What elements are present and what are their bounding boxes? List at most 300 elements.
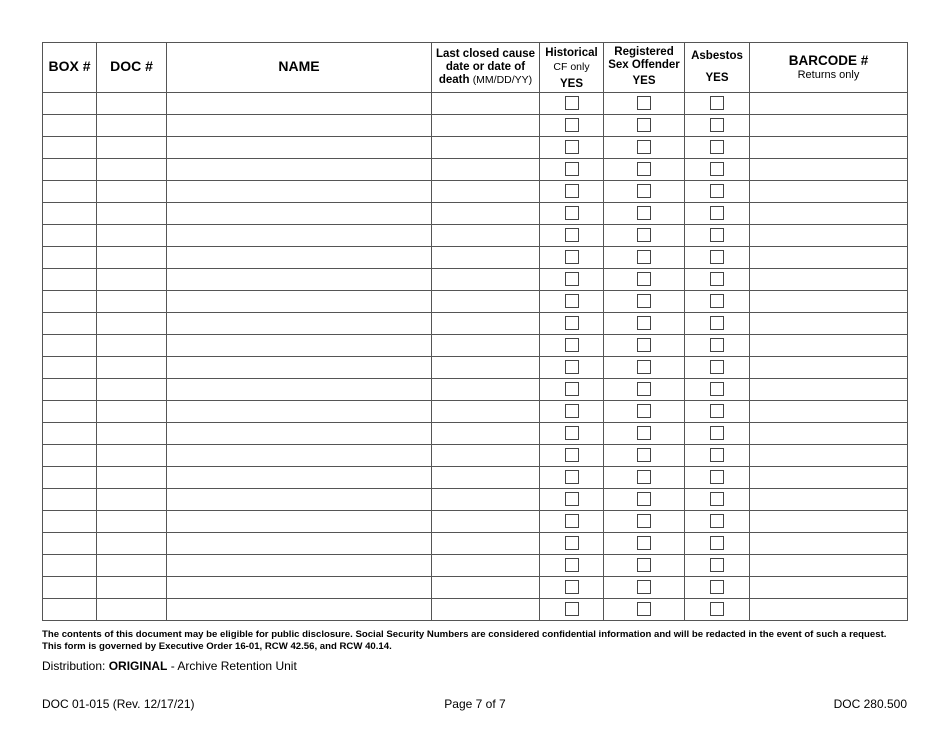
historical-yes-cell [540,488,604,510]
sex-offender-yes-cell [604,180,685,202]
sex-offender-yes-cell [604,224,685,246]
box-cell[interactable] [43,510,97,532]
historical-yes-checkbox[interactable] [565,162,579,176]
sex-offender-yes-cell [604,114,685,136]
table-row [43,136,908,158]
name-cell[interactable] [167,202,432,224]
name-cell[interactable] [167,158,432,180]
name-cell[interactable] [167,466,432,488]
asbestos-yes-checkbox[interactable] [710,426,724,440]
sex-offender-yes-cell [604,290,685,312]
date-cell[interactable] [432,136,540,158]
asbestos-yes-checkbox[interactable] [710,448,724,462]
asbestos-yes-checkbox[interactable] [710,294,724,308]
table-row [43,554,908,576]
historical-yes-cell [540,290,604,312]
asbestos-yes-cell [685,92,750,114]
historical-yes-checkbox[interactable] [565,492,579,506]
historical-yes-checkbox[interactable] [565,602,579,616]
historical-yes-checkbox[interactable] [565,404,579,418]
sex-offender-yes-cell [604,312,685,334]
name-cell[interactable] [167,510,432,532]
sex-offender-yes-checkbox[interactable] [637,118,651,132]
asbestos-yes-checkbox[interactable] [710,184,724,198]
doc-cell[interactable] [97,444,167,466]
historical-yes-checkbox[interactable] [565,382,579,396]
asbestos-yes-checkbox[interactable] [710,250,724,264]
sex-offender-yes-checkbox[interactable] [637,580,651,594]
asbestos-yes-checkbox[interactable] [710,558,724,572]
historical-yes-cell [540,422,604,444]
table-row [43,158,908,180]
barcode-cell[interactable] [750,444,908,466]
sex-offender-yes-cell [604,576,685,598]
name-cell[interactable] [167,576,432,598]
date-cell[interactable] [432,576,540,598]
name-cell[interactable] [167,598,432,620]
sex-offender-yes-checkbox[interactable] [637,426,651,440]
historical-yes-checkbox[interactable] [565,228,579,242]
historical-yes-checkbox[interactable] [565,184,579,198]
asbestos-yes-checkbox[interactable] [710,536,724,550]
date-cell[interactable] [432,598,540,620]
asbestos-yes-cell [685,180,750,202]
asbestos-yes-checkbox[interactable] [710,96,724,110]
name-cell[interactable] [167,356,432,378]
date-cell[interactable] [432,400,540,422]
sex-offender-yes-checkbox[interactable] [637,206,651,220]
sex-offender-yes-checkbox[interactable] [637,140,651,154]
name-cell[interactable] [167,180,432,202]
name-cell[interactable] [167,246,432,268]
historical-yes-checkbox[interactable] [565,206,579,220]
sex-offender-yes-checkbox[interactable] [637,294,651,308]
historical-yes-cell [540,180,604,202]
asbestos-yes-cell [685,290,750,312]
doc-cell[interactable] [97,268,167,290]
table-row [43,92,908,114]
sex-offender-yes-checkbox[interactable] [637,404,651,418]
sex-offender-yes-cell [604,466,685,488]
sex-offender-yes-cell [604,268,685,290]
table-row [43,334,908,356]
barcode-cell[interactable] [750,400,908,422]
historical-yes-cell [540,444,604,466]
table-row [43,290,908,312]
doc-cell[interactable] [97,246,167,268]
header-date: Last closed cause date or date of death (MM/DD/YY) [432,43,540,93]
box-cell[interactable] [43,114,97,136]
date-cell[interactable] [432,510,540,532]
sex-offender-yes-cell [604,444,685,466]
distribution-line: Distribution: ORIGINAL - Archive Retention Unit [42,659,297,673]
box-cell[interactable] [43,576,97,598]
doc-cell[interactable] [97,554,167,576]
table-row [43,202,908,224]
date-cell[interactable] [432,356,540,378]
asbestos-yes-checkbox[interactable] [710,580,724,594]
asbestos-yes-checkbox[interactable] [710,272,724,286]
asbestos-yes-checkbox[interactable] [710,228,724,242]
doc-cell[interactable] [97,92,167,114]
barcode-cell[interactable] [750,114,908,136]
asbestos-yes-cell [685,444,750,466]
historical-yes-cell [540,312,604,334]
historical-yes-checkbox[interactable] [565,316,579,330]
box-cell[interactable] [43,180,97,202]
doc-cell[interactable] [97,114,167,136]
historical-yes-cell [540,136,604,158]
sex-offender-yes-checkbox[interactable] [637,338,651,352]
barcode-cell[interactable] [750,158,908,180]
table-row [43,598,908,620]
box-cell[interactable] [43,378,97,400]
asbestos-yes-checkbox[interactable] [710,492,724,506]
asbestos-yes-cell [685,488,750,510]
sex-offender-yes-cell [604,334,685,356]
barcode-cell[interactable] [750,92,908,114]
name-cell[interactable] [167,136,432,158]
historical-yes-checkbox[interactable] [565,96,579,110]
date-cell[interactable] [432,224,540,246]
historical-yes-checkbox[interactable] [565,294,579,308]
box-cell[interactable] [43,444,97,466]
historical-yes-checkbox[interactable] [565,580,579,594]
asbestos-yes-checkbox[interactable] [710,404,724,418]
barcode-cell[interactable] [750,576,908,598]
table-row [43,576,908,598]
table-row [43,246,908,268]
asbestos-yes-cell [685,554,750,576]
sex-offender-yes-cell [604,488,685,510]
box-cell[interactable] [43,466,97,488]
barcode-cell[interactable] [750,202,908,224]
historical-yes-cell [540,246,604,268]
historical-yes-cell [540,202,604,224]
asbestos-yes-checkbox[interactable] [710,360,724,374]
box-cell[interactable] [43,290,97,312]
doc-cell[interactable] [97,158,167,180]
name-cell[interactable] [167,290,432,312]
historical-yes-checkbox[interactable] [565,426,579,440]
asbestos-yes-cell [685,202,750,224]
barcode-cell[interactable] [750,290,908,312]
name-cell[interactable] [167,334,432,356]
sex-offender-yes-checkbox[interactable] [637,360,651,374]
historical-yes-cell [540,466,604,488]
historical-yes-checkbox[interactable] [565,470,579,484]
name-cell[interactable] [167,554,432,576]
date-cell[interactable] [432,466,540,488]
doc-cell[interactable] [97,422,167,444]
table-row [43,224,908,246]
asbestos-yes-cell [685,576,750,598]
name-cell[interactable] [167,422,432,444]
barcode-cell[interactable] [750,180,908,202]
historical-yes-checkbox[interactable] [565,250,579,264]
doc-cell[interactable] [97,180,167,202]
sex-offender-yes-cell [604,400,685,422]
name-cell[interactable] [167,532,432,554]
historical-yes-cell [540,268,604,290]
historical-yes-cell [540,378,604,400]
sex-offender-yes-cell [604,158,685,180]
sex-offender-yes-cell [604,92,685,114]
barcode-cell[interactable] [750,268,908,290]
sex-offender-yes-cell [604,532,685,554]
barcode-cell[interactable] [750,378,908,400]
date-cell[interactable] [432,334,540,356]
header-box: BOX # [43,43,97,93]
box-cell[interactable] [43,554,97,576]
historical-yes-checkbox[interactable] [565,338,579,352]
asbestos-yes-cell [685,158,750,180]
header-historical: Historical CF only YES [540,43,604,93]
table-row [43,312,908,334]
doc-cell[interactable] [97,510,167,532]
header-doc: DOC # [97,43,167,93]
sex-offender-yes-checkbox[interactable] [637,184,651,198]
doc-cell[interactable] [97,290,167,312]
barcode-cell[interactable] [750,312,908,334]
date-cell[interactable] [432,92,540,114]
date-cell[interactable] [432,158,540,180]
asbestos-yes-cell [685,268,750,290]
table-row [43,488,908,510]
historical-yes-checkbox[interactable] [565,448,579,462]
date-cell[interactable] [432,488,540,510]
table-row [43,510,908,532]
box-cell[interactable] [43,532,97,554]
box-cell[interactable] [43,268,97,290]
name-cell[interactable] [167,312,432,334]
barcode-cell[interactable] [750,422,908,444]
asbestos-yes-checkbox[interactable] [710,382,724,396]
asbestos-yes-checkbox[interactable] [710,470,724,484]
table-row [43,532,908,554]
asbestos-yes-checkbox[interactable] [710,514,724,528]
doc-cell[interactable] [97,202,167,224]
asbestos-yes-checkbox[interactable] [710,162,724,176]
sex-offender-yes-cell [604,378,685,400]
asbestos-yes-checkbox[interactable] [710,118,724,132]
asbestos-yes-cell [685,224,750,246]
historical-yes-cell [540,158,604,180]
barcode-cell[interactable] [750,334,908,356]
historical-yes-checkbox[interactable] [565,558,579,572]
date-cell[interactable] [432,444,540,466]
disclosure-notice [42,629,922,653]
sex-offender-yes-cell [604,510,685,532]
doc-cell[interactable] [97,466,167,488]
barcode-cell[interactable] [750,136,908,158]
date-cell[interactable] [432,554,540,576]
box-cell[interactable] [43,422,97,444]
doc-cell[interactable] [97,378,167,400]
date-cell[interactable] [432,180,540,202]
barcode-cell[interactable] [750,598,908,620]
barcode-cell[interactable] [750,488,908,510]
date-cell[interactable] [432,114,540,136]
sex-offender-yes-checkbox[interactable] [637,316,651,330]
date-cell[interactable] [432,246,540,268]
doc-cell[interactable] [97,598,167,620]
policy-number: DOC 280.500 [833,697,907,711]
asbestos-yes-cell [685,466,750,488]
historical-yes-cell [540,598,604,620]
box-cell[interactable] [43,356,97,378]
sex-offender-yes-checkbox[interactable] [637,470,651,484]
name-cell[interactable] [167,268,432,290]
historical-yes-cell [540,510,604,532]
date-cell[interactable] [432,532,540,554]
historical-yes-checkbox[interactable] [565,514,579,528]
asbestos-yes-cell [685,422,750,444]
box-cell[interactable] [43,488,97,510]
barcode-cell[interactable] [750,510,908,532]
historical-yes-cell [540,114,604,136]
barcode-cell[interactable] [750,246,908,268]
asbestos-yes-cell [685,400,750,422]
table-row [43,114,908,136]
name-cell[interactable] [167,488,432,510]
sex-offender-yes-checkbox[interactable] [637,536,651,550]
sex-offender-yes-checkbox[interactable] [637,250,651,264]
date-cell[interactable] [432,312,540,334]
sex-offender-yes-cell [604,356,685,378]
sex-offender-yes-cell [604,554,685,576]
table-row [43,180,908,202]
historical-yes-checkbox[interactable] [565,272,579,286]
historical-yes-cell [540,356,604,378]
asbestos-yes-checkbox[interactable] [710,206,724,220]
historical-yes-checkbox[interactable] [565,360,579,374]
historical-yes-cell [540,92,604,114]
historical-yes-checkbox[interactable] [565,140,579,154]
table-row [43,444,908,466]
asbestos-yes-checkbox[interactable] [710,316,724,330]
sex-offender-yes-checkbox[interactable] [637,382,651,396]
asbestos-yes-cell [685,136,750,158]
historical-yes-cell [540,576,604,598]
asbestos-yes-cell [685,356,750,378]
historical-yes-cell [540,400,604,422]
sex-offender-yes-cell [604,598,685,620]
box-cell[interactable] [43,400,97,422]
disclosure-notice-line1: The contents of this document may be eligible for public disclosure. Social Security Numbers are considered confidential information and will be redacted in the event of such a request. [42,629,887,640]
asbestos-yes-checkbox[interactable] [710,602,724,616]
name-cell[interactable] [167,224,432,246]
sex-offender-yes-checkbox[interactable] [637,228,651,242]
name-cell[interactable] [167,378,432,400]
asbestos-yes-cell [685,114,750,136]
barcode-cell[interactable] [750,554,908,576]
asbestos-yes-checkbox[interactable] [710,338,724,352]
historical-yes-cell [540,532,604,554]
box-cell[interactable] [43,312,97,334]
asbestos-yes-cell [685,510,750,532]
doc-cell[interactable] [97,356,167,378]
doc-cell[interactable] [97,576,167,598]
name-cell[interactable] [167,400,432,422]
box-cell[interactable] [43,158,97,180]
page-number: Page 7 of 7 [444,697,506,711]
box-cell[interactable] [43,224,97,246]
sex-offender-yes-checkbox[interactable] [637,96,651,110]
asbestos-yes-cell [685,532,750,554]
box-cell[interactable] [43,202,97,224]
historical-yes-checkbox[interactable] [565,536,579,550]
box-cell[interactable] [43,92,97,114]
date-cell[interactable] [432,378,540,400]
doc-cell[interactable] [97,532,167,554]
barcode-cell[interactable] [750,356,908,378]
doc-cell[interactable] [97,488,167,510]
doc-cell[interactable] [97,334,167,356]
date-cell[interactable] [432,422,540,444]
box-cell[interactable] [43,598,97,620]
table-body [43,92,908,620]
box-cell[interactable] [43,136,97,158]
doc-cell[interactable] [97,224,167,246]
doc-cell[interactable] [97,136,167,158]
table-row [43,400,908,422]
header-barcode: BARCODE # Returns only [750,43,908,93]
sex-offender-yes-checkbox[interactable] [637,162,651,176]
header-name: NAME [167,43,432,93]
name-cell[interactable] [167,92,432,114]
box-cell[interactable] [43,246,97,268]
records-table [42,42,908,621]
sex-offender-yes-checkbox[interactable] [637,558,651,572]
sex-offender-yes-cell [604,136,685,158]
historical-yes-cell [540,224,604,246]
date-cell[interactable] [432,202,540,224]
sex-offender-yes-cell [604,246,685,268]
name-cell[interactable] [167,444,432,466]
historical-yes-cell [540,334,604,356]
sex-offender-yes-checkbox[interactable] [637,514,651,528]
table-header-row [43,43,908,93]
date-cell[interactable] [432,290,540,312]
header-sex-offender: Registered Sex Offender YES [604,43,685,93]
sex-offender-yes-checkbox[interactable] [637,448,651,462]
asbestos-yes-cell [685,246,750,268]
sex-offender-yes-cell [604,202,685,224]
date-cell[interactable] [432,268,540,290]
sex-offender-yes-cell [604,422,685,444]
table-row [43,356,908,378]
table-row [43,466,908,488]
asbestos-yes-cell [685,312,750,334]
barcode-cell[interactable] [750,224,908,246]
sex-offender-yes-checkbox[interactable] [637,492,651,506]
table-row [43,422,908,444]
historical-yes-checkbox[interactable] [565,118,579,132]
name-cell[interactable] [167,114,432,136]
header-asbestos: Asbestos YES [685,43,750,93]
doc-cell[interactable] [97,312,167,334]
box-cell[interactable] [43,334,97,356]
asbestos-yes-cell [685,598,750,620]
sex-offender-yes-checkbox[interactable] [637,272,651,286]
barcode-cell[interactable] [750,466,908,488]
historical-yes-cell [540,554,604,576]
doc-cell[interactable] [97,400,167,422]
sex-offender-yes-checkbox[interactable] [637,602,651,616]
barcode-cell[interactable] [750,532,908,554]
asbestos-yes-checkbox[interactable] [710,140,724,154]
